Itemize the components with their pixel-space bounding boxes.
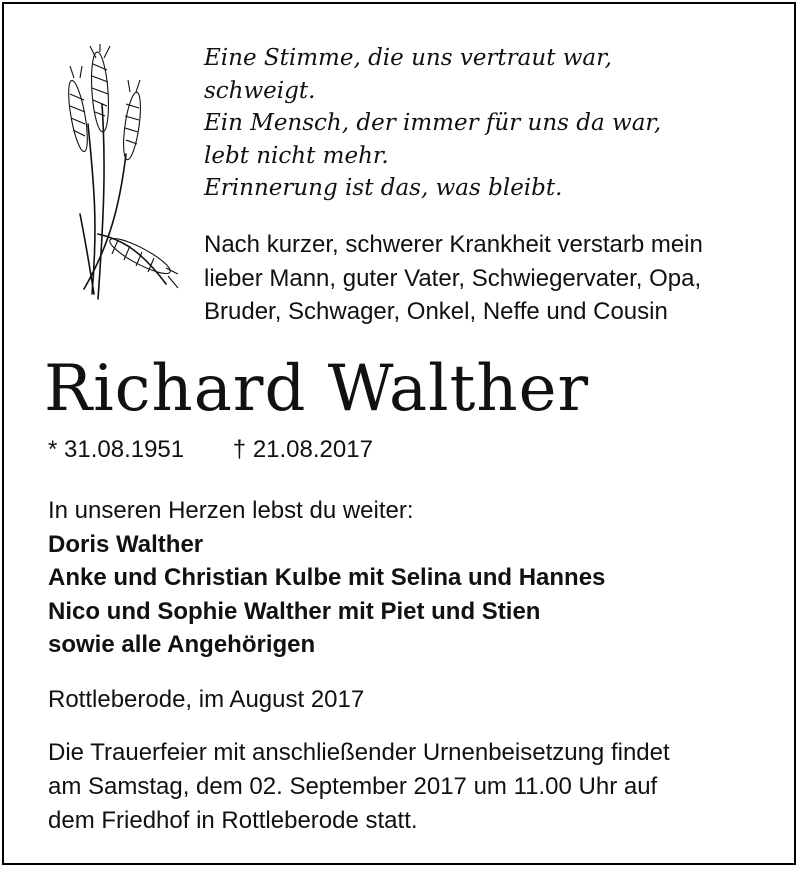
poem-line: Ein Mensch, der immer für uns da war, [204,110,662,137]
announcement-line: lieber Mann, guter Vater, Schwiegervater, Opa, [204,264,702,292]
life-dates [48,434,648,466]
bereaved-name: Doris Walther [48,530,204,558]
announcement-line: Bruder, Schwager, Onkel, Neffe und Cousin [204,298,668,325]
bereaved-name: sowie alle Angehörigen [48,631,316,658]
deceased-name: Richard Walther [44,352,590,426]
funeral-line: am Samstag, dem 02. September 2017 um 11.00 Uhr auf [48,773,658,800]
place-date: Rottleberode, im August 2017 [48,686,365,713]
poem-line: lebt nicht mehr. [204,142,389,169]
wheat-ears-icon [40,44,180,304]
funeral-line: dem Friedhof in Rottleberode statt. [48,807,418,834]
bereaved-list [48,494,788,662]
death-date: † 21.08.2017 [232,436,373,463]
poem-line: schweigt. [204,77,316,104]
announcement-line: Nach kurzer, schwerer Krankheit verstarb mein [204,231,703,258]
memorial-poem [204,42,784,205]
poem-line: Eine Stimme, die uns vertraut war, [204,45,612,71]
bereaved-name: Anke und Christian Kulbe mit Selina und Hannes [48,564,606,591]
bereaved-intro: In unseren Herzen lebst du weiter: [48,497,414,524]
funeral-info [48,736,788,838]
obituary-notice [2,2,796,865]
poem-line: Erinnerung ist das, was bleibt. [204,175,563,202]
announcement-text [204,228,784,329]
birth-date: * 31.08.1951 [48,436,185,463]
bereaved-name: Nico und Sophie Walther mit Piet und Stien [48,597,541,625]
funeral-line: Die Trauerfeier mit anschließender Urnenbeisetzung findet [48,739,670,766]
